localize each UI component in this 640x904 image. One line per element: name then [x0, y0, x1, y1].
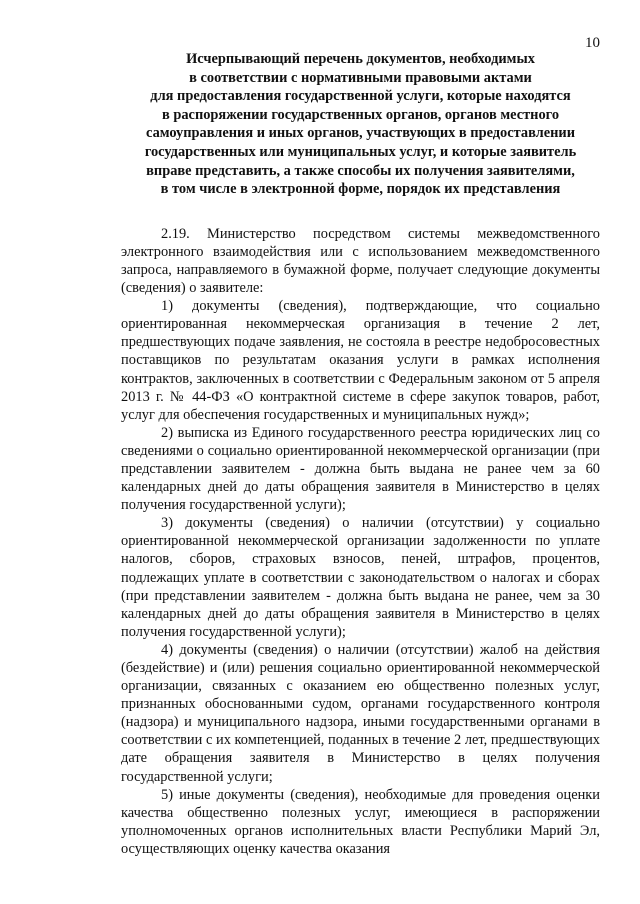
heading-line: вправе представить, а также способы их получения заявителями, [146, 162, 575, 179]
heading-line: для предоставления государственной услуги, которые находятся [150, 88, 571, 105]
list-item-3: 3) документы (сведения) о наличии (отсутствии) у социально ориентированной некоммерческой организации задолженности по уплате налогов, сборов, страховых взносов, пеней, штрафов, процентов, подлежащих уплате в соответствии с законодательством о налогах и сборах (при представлении заявителем - должна быть выдана не ранее, чем за 30 календарных дней до даты обращения заявителя в Министерство в целях получения государственной услуги); [121, 515, 600, 640]
list-item-2: 2) выписка из Единого государственного реестра юридических лиц со сведениями о социально ориентированной некоммерческой организации (при представлении заявителем - должна быть выдана не ранее чем за 60 календарных дней до даты обращения заявителя в Министерство в целях получения государственной услуги); [121, 424, 600, 514]
list-item-5: 5) иные документы (сведения), необходимые для проведения оценки качества общественно полезных услуг, имеющиеся в распоряжении уполномоченных органов исполнительных власти Республики Марий Эл, осуществляющих оценку качества оказания [121, 786, 600, 857]
heading-line: самоуправления и иных органов, участвующих в предоставлении [146, 125, 575, 142]
heading-line: в соответствии с нормативными правовыми актами [189, 69, 532, 86]
heading-line: Исчерпывающий перечень документов, необходимых [186, 51, 535, 67]
heading-line: в том числе в электронной форме, порядок их представления [160, 181, 561, 198]
heading-line: в распоряжении государственных органов, органов местного [161, 106, 560, 123]
body-text [121, 225, 600, 858]
list-item-1: 1) документы (сведения), подтверждающие, что социально ориентированная некоммерческая организация в течение 2 лет, предшествующих подаче заявления, не состояла в реестре недобросовестных поставщиков по результатам оказания услуги в рамках исполнения контрактов, заключенных в соответствии с Федеральным законом от 5 апреля 2013 г. № 44-ФЗ «О контрактной системе в сфере закупок товаров, работ, услуг для обеспечения государственных и муниципальных нужд»; [121, 298, 600, 423]
page-number: 10 [585, 35, 600, 51]
section-heading [121, 50, 600, 199]
list-item-4: 4) документы (сведения) о наличии (отсутствии) жалоб на действия (бездействие) и (или) решения социально ориентированной некоммерческой организации, связанных с оказанием ею общественно полезных услуг, признанных обоснованными судом, органами государственного контроля (надзора) и муниципального надзора, иными государственными органами в соответствии с их компетенцией, поданных в течение 2 лет, предшествующих дате обращения заявителя в Министерство в целях получения государственной услуги; [121, 641, 600, 785]
paragraph-2-19: 2.19. Министерство посредством системы межведомственного электронного взаимодействия или с использованием межведомственного запроса, направляемого в бумажной форме, получает следующие документы (сведения) о заявителе: [121, 225, 600, 297]
heading-line: государственных или муниципальных услуг, и которые заявитель [144, 143, 577, 160]
